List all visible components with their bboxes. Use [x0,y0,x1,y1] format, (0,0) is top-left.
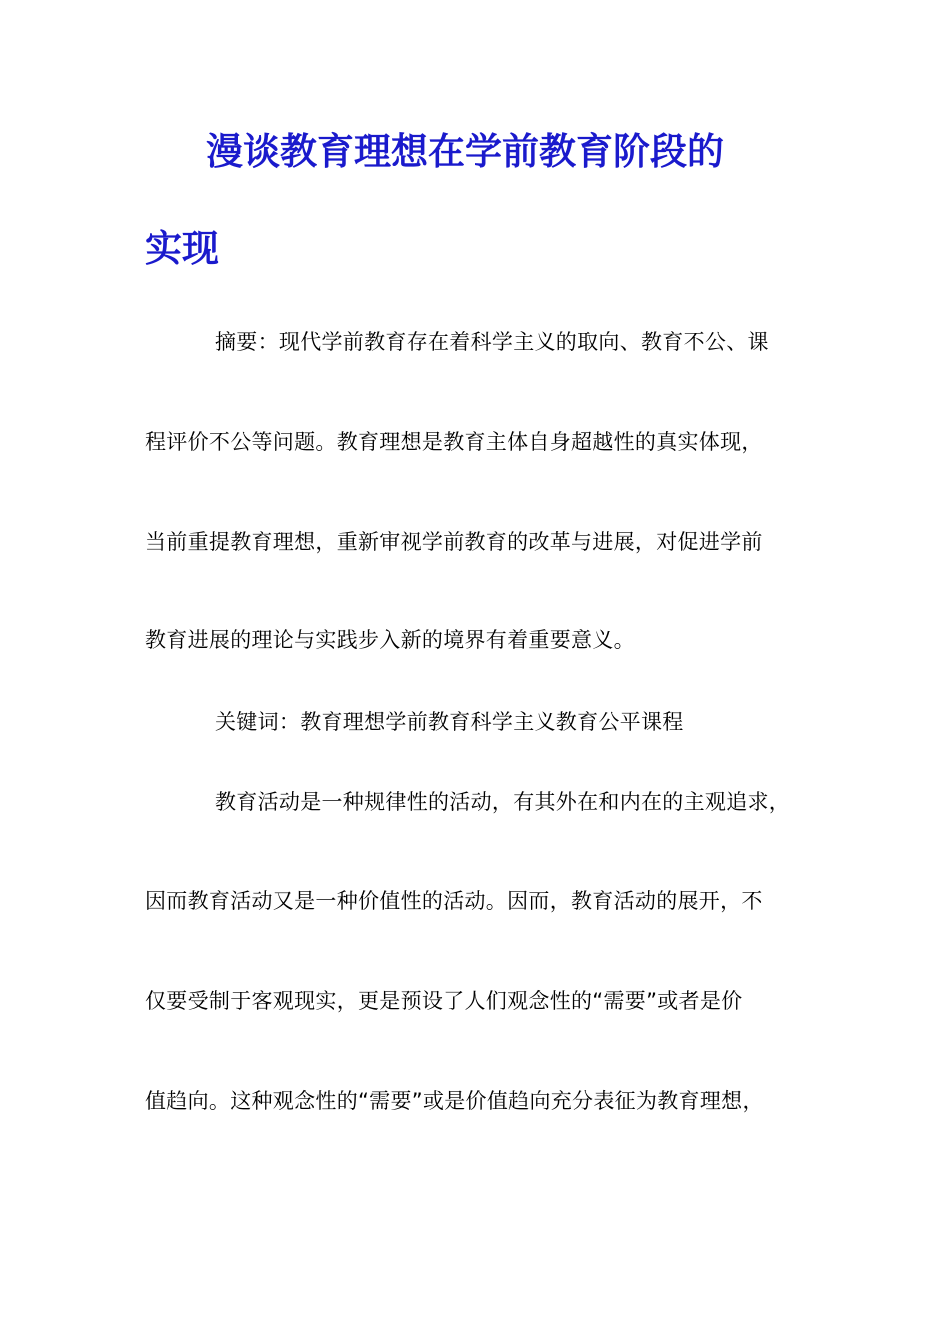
body-line-3: 仅要受制于客观现实，更是预设了人们观念性的“需要”或者是价 [145,989,743,1013]
document-title-line-2: 实现 [145,227,219,270]
keywords-line: 关键词：教育理想学前教育科学主义教育公平课程 [215,710,684,734]
abstract-line-1: 摘要：现代学前教育存在着科学主义的取向、教育不公、课 [215,330,769,354]
body-line-1: 教育活动是一种规律性的活动，有其外在和内在的主观追求， [215,790,791,814]
abstract-line-3: 当前重提教育理想，重新审视学前教育的改革与进展，对促进学前 [145,530,763,554]
body-line-2: 因而教育活动又是一种价值性的活动。因而，教育活动的展开，不 [145,889,763,913]
document-title-line-1: 漫谈教育理想在学前教育阶段的 [206,130,724,173]
abstract-line-2: 程评价不公等问题。教育理想是教育主体自身超越性的真实体现， [145,430,763,454]
body-line-4: 值趋向。这种观念性的“需要”或是价值趋向充分表征为教育理想， [145,1089,764,1113]
abstract-line-4: 教育进展的理论与实践步入新的境界有着重要意义。 [145,628,635,652]
